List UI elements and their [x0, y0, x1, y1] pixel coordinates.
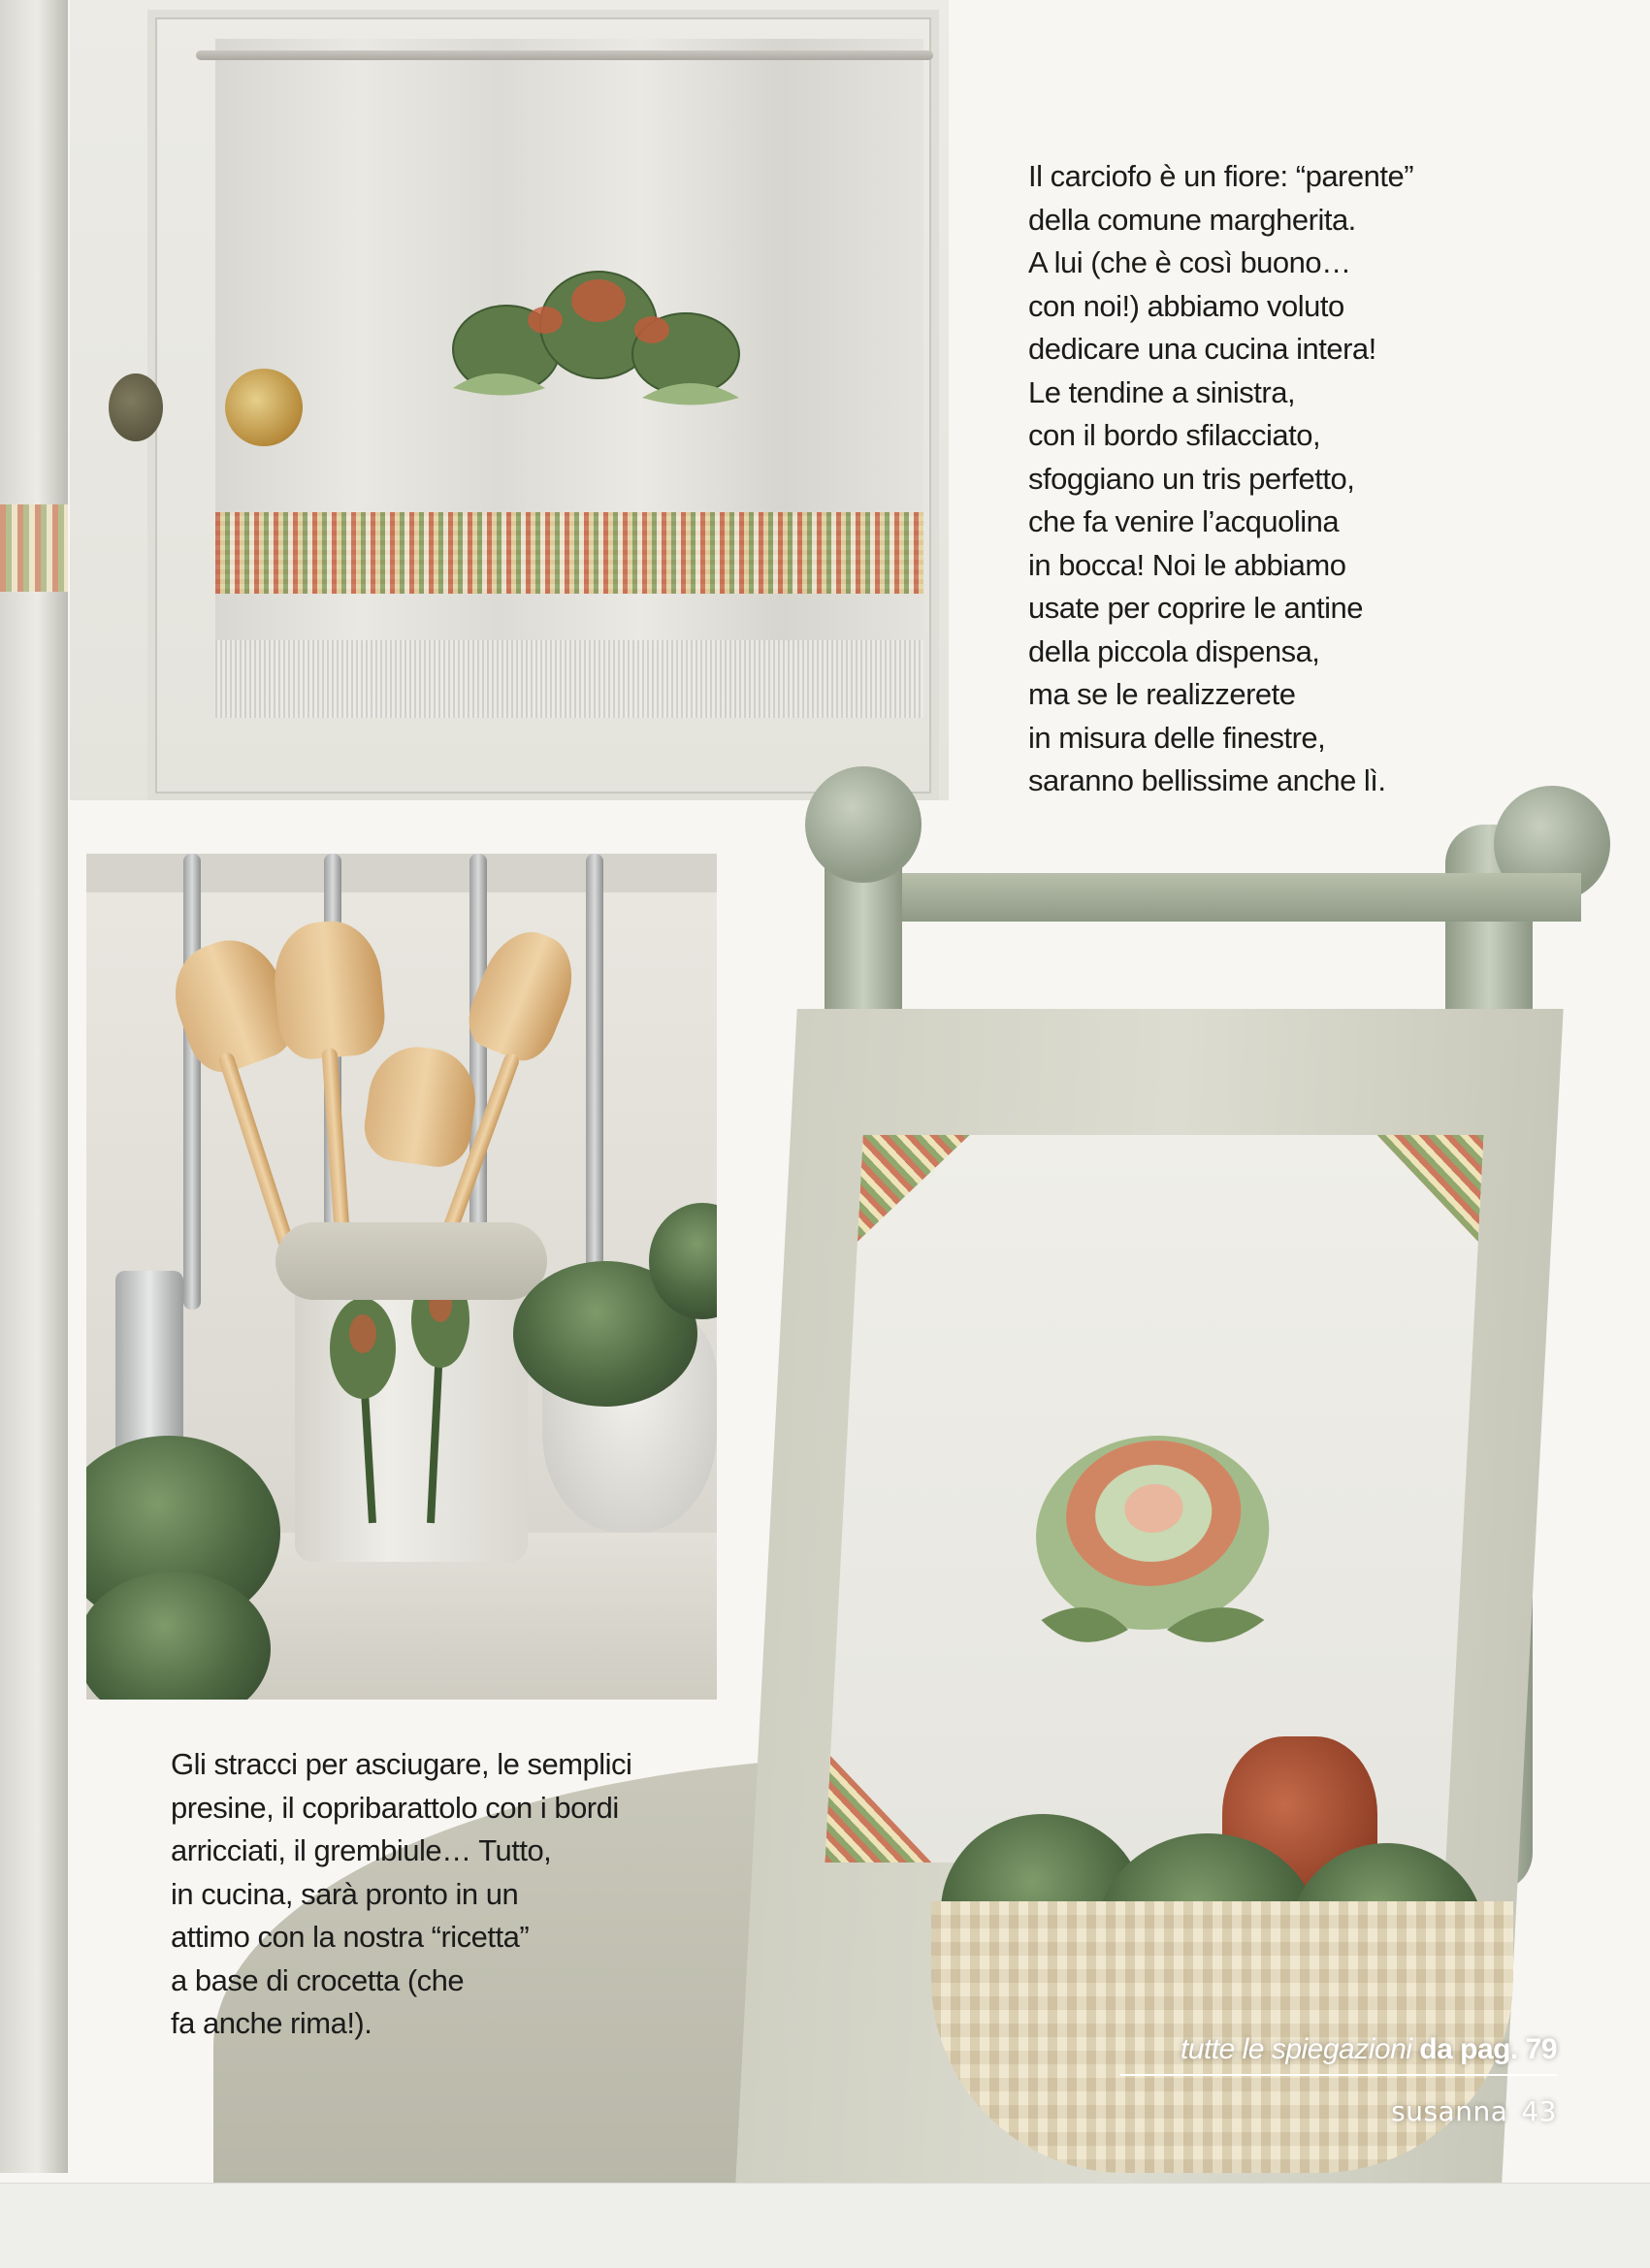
- chair-finial-left: [805, 766, 922, 883]
- magazine-brand: susanna: [1391, 2095, 1508, 2127]
- curtain-rod: [196, 50, 933, 60]
- cupboard-knob: [225, 369, 303, 446]
- page-bottom-margin: [0, 2183, 1650, 2268]
- apron-bib-panel: [825, 1135, 1483, 1863]
- instructions-page-reference-link[interactable]: [1120, 2025, 1557, 2076]
- chair-top-rail: [902, 873, 1581, 922]
- page-number: 43: [1521, 2095, 1557, 2127]
- caption-kitchen-items: Gli stracci per asciugare, le semplici presine, il copribarattolo con i bordi arricciati, il grembiule… Tutto, in cucina, sarà pronto in un attimo con la nostra “ricetta” a base di crocetta (che fa anche rima!).: [171, 1747, 632, 2040]
- instructions-link-suffix: da pag. 79: [1419, 2033, 1557, 2065]
- gingham-corner: [857, 1135, 970, 1242]
- page-footer: [1261, 2095, 1557, 2134]
- photo-cupboard-curtain: [70, 0, 949, 800]
- cupboard-knob-left: [109, 373, 163, 441]
- binding-gingham-strip: [0, 504, 68, 592]
- gingham-corner: [825, 1756, 937, 1863]
- cross-stitch-artichoke-flower: [979, 1377, 1325, 1698]
- instructions-link-prefix: tutte le spiegazioni: [1180, 2033, 1412, 2065]
- curtain-gingham-band: [215, 512, 923, 594]
- cross-stitch-artichoke-embroidery: [438, 243, 749, 427]
- gingham-corner: [1372, 1135, 1484, 1242]
- curtain-fringe: [215, 640, 923, 718]
- caption-artichoke-intro: Il carciofo è un fiore: “parente” della comune margherita. A lui (che è così buono… con noi!) abbiamo voluto dedicare una cucina intera! Le tendine a sinistra, con il bordo sfilacciato, sfoggiano un tris perfetto, che fa venire l’acquolina in bocca! Noi le abbiamo usate per coprire le antine della piccola dispensa, ma se le realizzerete in misura delle finestre, saranno bellissime anche lì.: [1028, 159, 1414, 797]
- page-binding-edge: [0, 0, 68, 2173]
